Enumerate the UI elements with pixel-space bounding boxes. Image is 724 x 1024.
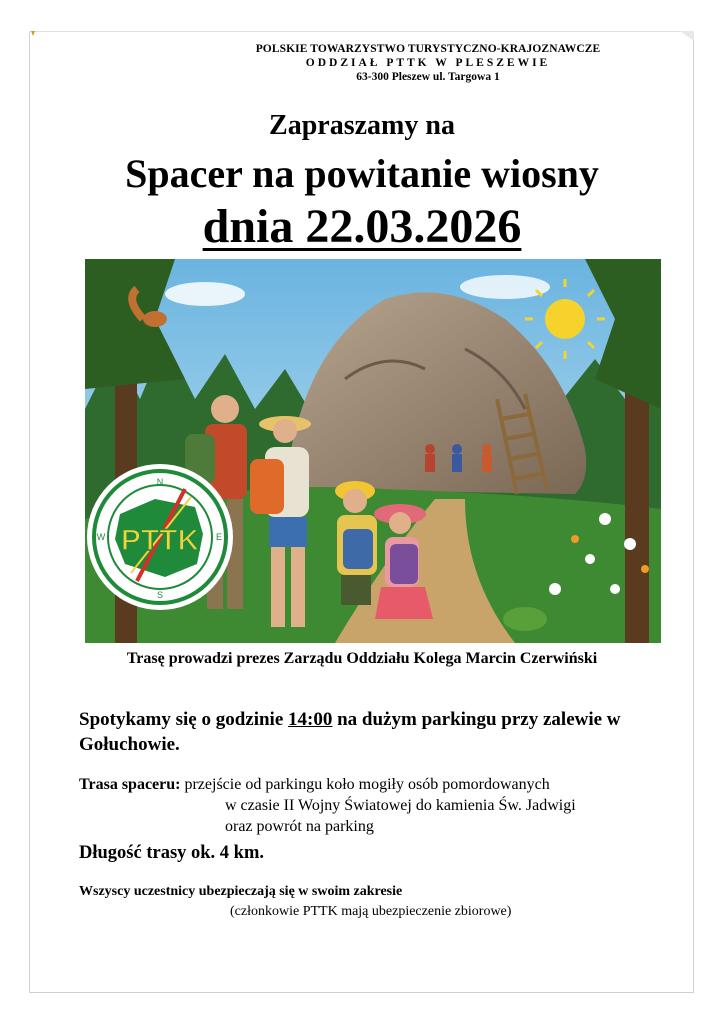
meeting-text-before: Spotykamy się o godzinie xyxy=(79,709,289,730)
route-line-1: przejście od parkingu koło mogiły osób pomordowanych xyxy=(180,776,550,793)
guide-caption: Trasę prowadzi prezes Zarządu Oddziału Kolega Marcin Czerwiński xyxy=(126,650,598,667)
intro-text: Zapraszamy na xyxy=(269,110,455,141)
event-date xyxy=(0,199,724,254)
compass-n: N xyxy=(156,477,164,487)
route-length: Długość trasy ok. 4 km. xyxy=(79,843,265,863)
logo-text: PTTK xyxy=(120,524,200,557)
illustration xyxy=(85,259,661,643)
event-date-text: dnia 22.03.2026 xyxy=(202,200,522,253)
compass-e: E xyxy=(215,532,223,542)
corner-mark-icon xyxy=(29,29,39,39)
branch-name: ODDZIAŁ PTTK W PLESZEWIE xyxy=(305,57,551,69)
frog-icon xyxy=(503,607,547,631)
route-info xyxy=(79,774,679,837)
route-line-3: oraz powrót na parking xyxy=(225,818,374,835)
compass-s: S xyxy=(156,590,164,600)
event-title: Spacer na powitanie wiosny xyxy=(125,151,599,196)
organization-name: POLSKIE TOWARZYSTWO TURYSTYCZNO-KRAJOZNAWCZE xyxy=(255,43,601,55)
insurance-main: Wszyscy uczestnicy ubezpieczają się w swoim zakresie xyxy=(79,884,403,899)
address: 63-300 Pleszew ul. Targowa 1 xyxy=(356,71,500,83)
page-fold-icon xyxy=(680,31,694,41)
insurance-note: (członkowie PTTK mają ubezpieczenie zbiorowe) xyxy=(230,904,512,919)
compass-w: W xyxy=(96,532,106,542)
meeting-time: 14:00 xyxy=(288,709,333,730)
route-line-2: w czasie II Wojny Światowej do kamienia Św. Jadwigi xyxy=(225,797,576,814)
hiking-scene-illustration xyxy=(85,259,661,643)
pttk-logo xyxy=(87,464,233,610)
meeting-text-after: na dużym parkingu przy zalewie w Gołuchowie. xyxy=(79,709,621,755)
route-label: Trasa spaceru: xyxy=(79,776,181,793)
meeting-info xyxy=(79,707,639,757)
